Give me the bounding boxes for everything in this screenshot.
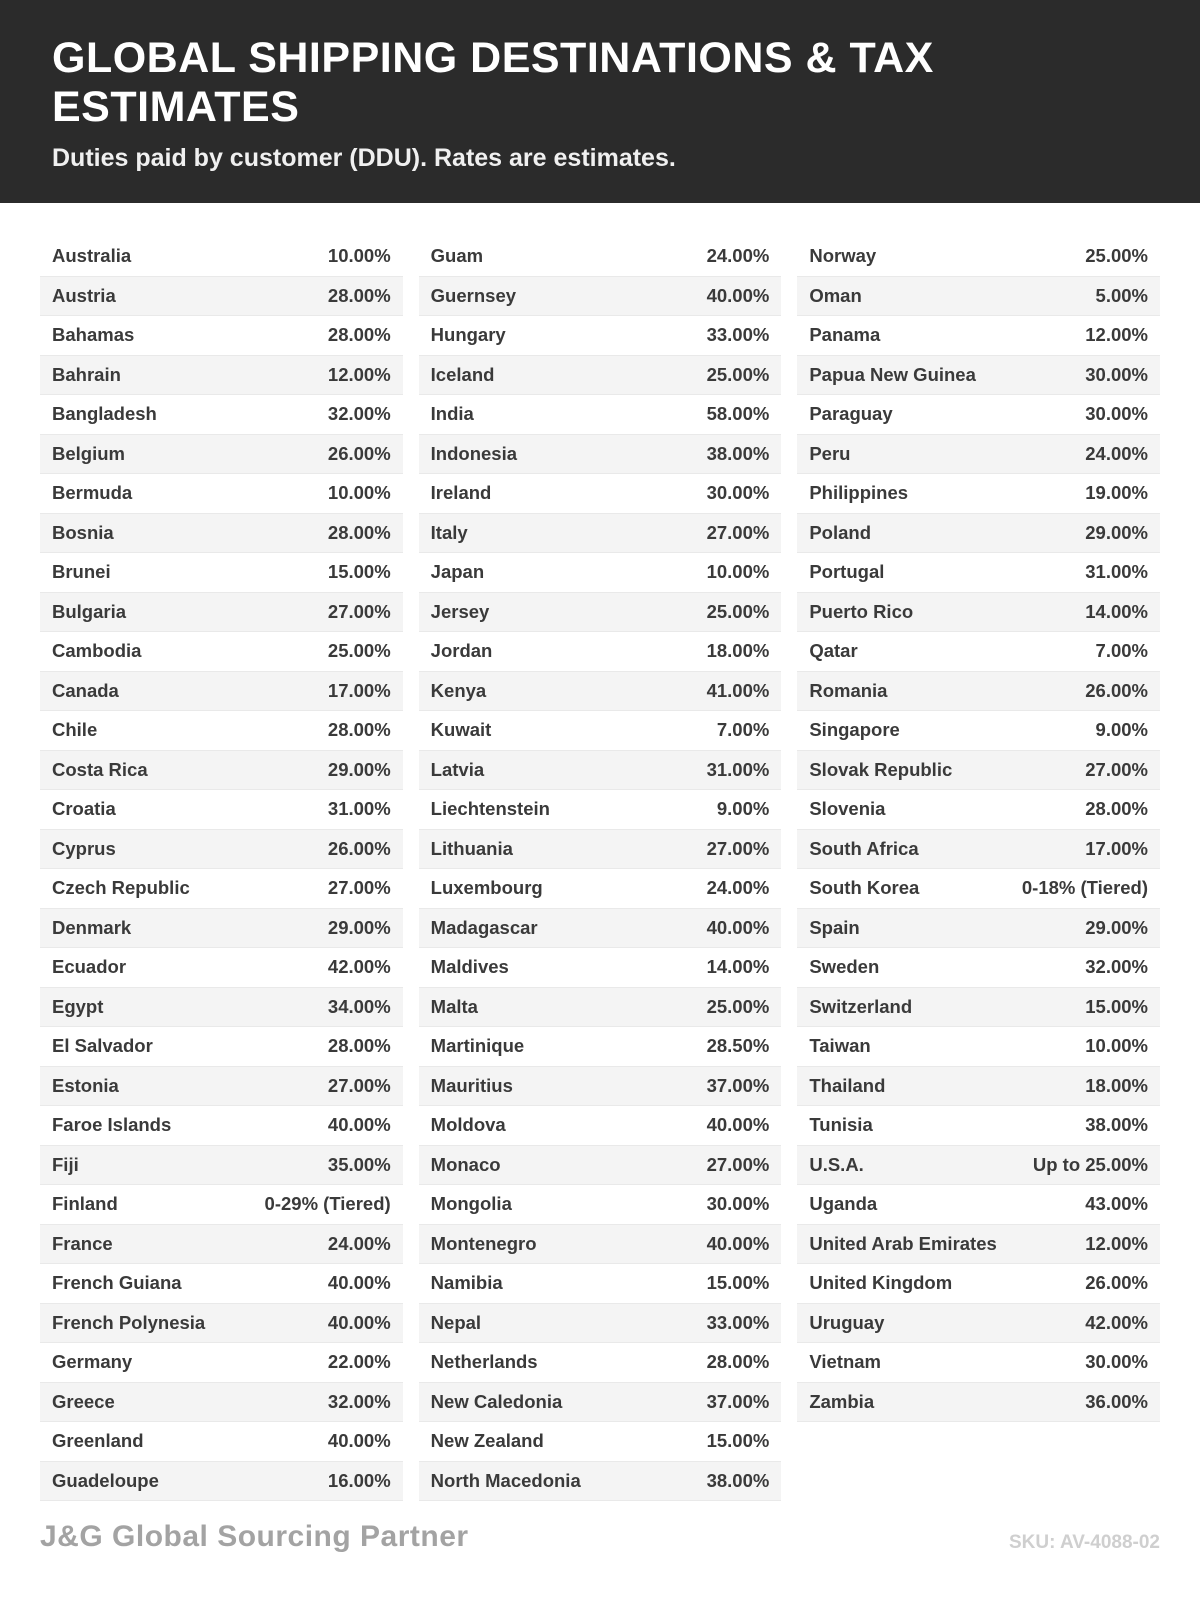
country-name: Spain <box>809 916 860 938</box>
tax-rate: 15.00% <box>327 561 391 583</box>
document-footer <box>0 1520 1200 1600</box>
table-row <box>797 751 1160 791</box>
country-name: El Salvador <box>52 1035 153 1057</box>
tax-rate: 12.00% <box>1085 1232 1149 1254</box>
tax-rate: Up to 25.00% <box>1032 1153 1149 1175</box>
country-name: Egypt <box>52 995 104 1017</box>
table-row <box>797 356 1160 396</box>
country-name: Bahamas <box>52 324 135 346</box>
tax-rate: 27.00% <box>1085 758 1149 780</box>
table-row <box>40 237 403 277</box>
table-row <box>419 672 782 712</box>
country-name: Fiji <box>52 1153 79 1175</box>
country-name: Malta <box>430 995 478 1017</box>
country-name: Uganda <box>809 1193 878 1215</box>
table-row <box>40 1383 403 1423</box>
table-row <box>40 474 403 514</box>
country-name: Mongolia <box>430 1193 512 1215</box>
table-row <box>797 632 1160 672</box>
country-name: Panama <box>809 324 881 346</box>
country-name: Kuwait <box>430 719 492 741</box>
country-name: Switzerland <box>809 995 913 1017</box>
tax-rate: 38.00% <box>1085 1114 1149 1136</box>
tax-rate: 30.00% <box>1085 1351 1149 1373</box>
tax-rate: 16.00% <box>327 1469 391 1491</box>
country-name: Bermuda <box>52 482 133 504</box>
brand-name: J&G Global Sourcing Partner <box>40 1520 469 1553</box>
country-name: Martinique <box>430 1035 525 1057</box>
tax-rate: 9.00% <box>1095 719 1149 741</box>
table-row <box>40 514 403 554</box>
country-name: Monaco <box>430 1153 501 1175</box>
tax-rate: 27.00% <box>706 1153 770 1175</box>
country-name: Finland <box>52 1193 118 1215</box>
country-name: South Korea <box>809 877 920 899</box>
country-name: Australia <box>52 245 132 267</box>
table-row <box>419 474 782 514</box>
tax-rate: 31.00% <box>1085 561 1149 583</box>
tax-rate: 15.00% <box>706 1272 770 1294</box>
table-row <box>797 316 1160 356</box>
tax-rate: 28.00% <box>327 521 391 543</box>
tax-rate: 25.00% <box>1085 245 1149 267</box>
country-name: Estonia <box>52 1074 119 1096</box>
table-row <box>419 632 782 672</box>
table-row <box>40 1027 403 1067</box>
tax-rate: 58.00% <box>706 403 770 425</box>
tax-rate: 42.00% <box>327 956 391 978</box>
rates-column-3 <box>797 237 1160 1422</box>
sku-label: SKU: AV-4088-02 <box>1008 1532 1160 1553</box>
table-row <box>40 593 403 633</box>
table-row <box>419 988 782 1028</box>
table-row <box>40 1422 403 1462</box>
tax-rate: 24.00% <box>706 877 770 899</box>
tax-rate: 40.00% <box>327 1311 391 1333</box>
tax-rate: 27.00% <box>706 837 770 859</box>
tax-rate: 25.00% <box>327 640 391 662</box>
table-row <box>40 395 403 435</box>
table-row <box>419 948 782 988</box>
table-row <box>419 1185 782 1225</box>
tax-rate: 25.00% <box>706 363 770 385</box>
country-name: Qatar <box>809 640 858 662</box>
table-row <box>40 435 403 475</box>
country-name: Germany <box>52 1351 133 1373</box>
table-row <box>797 474 1160 514</box>
table-row <box>797 1383 1160 1423</box>
tax-rate: 28.00% <box>327 1035 391 1057</box>
tax-rate: 40.00% <box>327 1430 391 1452</box>
country-name: Oman <box>809 284 862 306</box>
country-name: Tunisia <box>809 1114 873 1136</box>
table-row <box>40 751 403 791</box>
table-row <box>419 1422 782 1462</box>
country-name: Poland <box>809 521 872 543</box>
tax-rate: 18.00% <box>706 640 770 662</box>
country-name: Philippines <box>809 482 909 504</box>
tax-rate: 22.00% <box>327 1351 391 1373</box>
table-row <box>797 514 1160 554</box>
table-row <box>40 790 403 830</box>
table-row <box>419 237 782 277</box>
table-row <box>40 1106 403 1146</box>
tax-rate: 27.00% <box>327 1074 391 1096</box>
table-row <box>40 909 403 949</box>
table-row <box>797 1343 1160 1383</box>
country-name: Austria <box>52 284 116 306</box>
tax-rate: 25.00% <box>706 995 770 1017</box>
tax-rate: 40.00% <box>706 1232 770 1254</box>
country-name: Uruguay <box>809 1311 885 1333</box>
table-row <box>40 1185 403 1225</box>
table-row <box>797 395 1160 435</box>
tax-rate: 19.00% <box>1085 482 1149 504</box>
table-row <box>40 277 403 317</box>
country-name: Guadeloupe <box>52 1469 159 1491</box>
table-row <box>797 909 1160 949</box>
tax-rate: 38.00% <box>706 442 770 464</box>
tax-rate: 26.00% <box>327 442 391 464</box>
table-row <box>419 1462 782 1502</box>
table-row <box>40 316 403 356</box>
tax-rate: 24.00% <box>706 245 770 267</box>
table-row <box>797 948 1160 988</box>
table-row <box>797 1067 1160 1107</box>
tax-rate: 32.00% <box>327 403 391 425</box>
table-row <box>40 830 403 870</box>
table-row <box>797 1304 1160 1344</box>
tax-rate: 5.00% <box>1095 284 1149 306</box>
country-name: Thailand <box>809 1074 886 1096</box>
table-row <box>40 869 403 909</box>
table-row <box>419 1067 782 1107</box>
table-row <box>419 711 782 751</box>
table-row <box>797 277 1160 317</box>
tax-rate: 35.00% <box>327 1153 391 1175</box>
table-row <box>419 751 782 791</box>
table-row <box>797 869 1160 909</box>
table-row <box>797 672 1160 712</box>
table-row <box>419 830 782 870</box>
country-name: Czech Republic <box>52 877 190 899</box>
country-name: Cyprus <box>52 837 116 859</box>
tax-rate: 42.00% <box>1085 1311 1149 1333</box>
tax-rate: 7.00% <box>716 719 770 741</box>
country-name: French Guiana <box>52 1272 182 1294</box>
country-name: Indonesia <box>430 442 518 464</box>
tax-rate: 26.00% <box>1085 679 1149 701</box>
tax-rate: 30.00% <box>1085 363 1149 385</box>
table-row <box>797 711 1160 751</box>
table-row <box>797 988 1160 1028</box>
country-name: Romania <box>809 679 888 701</box>
tax-rate: 27.00% <box>327 877 391 899</box>
table-row <box>40 672 403 712</box>
country-name: Moldova <box>430 1114 506 1136</box>
tax-rate: 15.00% <box>1085 995 1149 1017</box>
tax-rate: 28.00% <box>327 284 391 306</box>
table-row <box>797 435 1160 475</box>
document-header <box>0 0 1200 203</box>
tax-rate: 29.00% <box>1085 916 1149 938</box>
country-name: Madagascar <box>430 916 538 938</box>
country-name: Sweden <box>809 956 880 978</box>
table-row <box>419 1264 782 1304</box>
country-name: Kenya <box>430 679 487 701</box>
tax-rate: 40.00% <box>706 916 770 938</box>
country-name: Liechtenstein <box>430 798 550 820</box>
country-name: Norway <box>809 245 877 267</box>
tax-rate: 10.00% <box>1085 1035 1149 1057</box>
country-name: Denmark <box>52 916 132 938</box>
table-row <box>419 1343 782 1383</box>
country-name: Namibia <box>430 1272 503 1294</box>
tax-rate: 36.00% <box>1085 1390 1149 1412</box>
table-row <box>797 1264 1160 1304</box>
table-row <box>419 316 782 356</box>
tax-rate: 12.00% <box>1085 324 1149 346</box>
tax-rate: 38.00% <box>706 1469 770 1491</box>
tax-rate: 10.00% <box>706 561 770 583</box>
tax-rate: 28.00% <box>327 324 391 346</box>
table-row <box>40 711 403 751</box>
country-name: Belgium <box>52 442 125 464</box>
country-name: South Africa <box>809 837 919 859</box>
country-name: Mauritius <box>430 1074 513 1096</box>
tax-rate: 41.00% <box>706 679 770 701</box>
tax-rate: 30.00% <box>706 1193 770 1215</box>
page-subtitle: Duties paid by customer (DDU). Rates are estimates. <box>52 144 676 172</box>
country-name: Jersey <box>430 600 490 622</box>
country-name: U.S.A. <box>809 1153 864 1175</box>
tax-rate: 18.00% <box>1085 1074 1149 1096</box>
tax-rate: 26.00% <box>1085 1272 1149 1294</box>
table-row <box>40 1225 403 1265</box>
table-row <box>419 277 782 317</box>
country-name: Ecuador <box>52 956 127 978</box>
country-name: Guam <box>430 245 484 267</box>
tax-rate: 34.00% <box>327 995 391 1017</box>
table-row <box>419 1383 782 1423</box>
country-name: Papua New Guinea <box>809 363 976 385</box>
tax-rate: 43.00% <box>1085 1193 1149 1215</box>
country-name: Montenegro <box>430 1232 537 1254</box>
country-name: Faroe Islands <box>52 1114 172 1136</box>
tax-rate: 32.00% <box>327 1390 391 1412</box>
country-name: Canada <box>52 679 119 701</box>
country-name: French Polynesia <box>52 1311 206 1333</box>
tax-rate: 12.00% <box>327 363 391 385</box>
table-row <box>40 988 403 1028</box>
table-row <box>797 553 1160 593</box>
country-name: United Arab Emirates <box>809 1232 997 1254</box>
tax-rate: 29.00% <box>327 758 391 780</box>
tax-rate: 40.00% <box>706 284 770 306</box>
table-row <box>419 909 782 949</box>
country-name: Nepal <box>430 1311 482 1333</box>
rates-column-1 <box>40 237 403 1501</box>
page-title: GLOBAL SHIPPING DESTINATIONS & TAX ESTIMATES <box>52 34 934 131</box>
country-name: Lithuania <box>430 837 513 859</box>
rates-column-2 <box>419 237 782 1501</box>
tax-rate: 37.00% <box>706 1074 770 1096</box>
table-row <box>40 1264 403 1304</box>
table-row <box>797 237 1160 277</box>
tax-rate: 26.00% <box>327 837 391 859</box>
country-name: Singapore <box>809 719 900 741</box>
rates-table <box>0 203 1200 1520</box>
tax-rate: 17.00% <box>327 679 391 701</box>
table-row <box>797 1027 1160 1067</box>
table-row <box>419 869 782 909</box>
table-row <box>419 1027 782 1067</box>
tax-rate: 0-18% (Tiered) <box>1021 877 1149 899</box>
country-name: Zambia <box>809 1390 875 1412</box>
table-row <box>797 830 1160 870</box>
table-row <box>419 593 782 633</box>
table-row <box>797 790 1160 830</box>
country-name: France <box>52 1232 113 1254</box>
country-name: Iceland <box>430 363 495 385</box>
tax-rate: 40.00% <box>327 1272 391 1294</box>
country-name: Guernsey <box>430 284 517 306</box>
table-row <box>40 1343 403 1383</box>
country-name: Cambodia <box>52 640 142 662</box>
table-row <box>419 356 782 396</box>
table-row <box>40 1304 403 1344</box>
tax-rate: 31.00% <box>327 798 391 820</box>
table-row <box>419 1304 782 1344</box>
country-name: Japan <box>430 561 485 583</box>
tax-rate: 17.00% <box>1085 837 1149 859</box>
tax-rate: 15.00% <box>706 1430 770 1452</box>
country-name: Ireland <box>430 482 492 504</box>
table-row <box>419 395 782 435</box>
country-name: Italy <box>430 521 468 543</box>
tax-rate: 10.00% <box>327 245 391 267</box>
tax-rate: 25.00% <box>706 600 770 622</box>
country-name: Paraguay <box>809 403 893 425</box>
country-name: Chile <box>52 719 98 741</box>
tax-rate: 32.00% <box>1085 956 1149 978</box>
country-name: Vietnam <box>809 1351 881 1373</box>
tax-rate: 40.00% <box>706 1114 770 1136</box>
country-name: Portugal <box>809 561 885 583</box>
table-row <box>797 1185 1160 1225</box>
country-name: India <box>430 403 474 425</box>
tax-rate: 30.00% <box>706 482 770 504</box>
table-row <box>797 1225 1160 1265</box>
country-name: New Zealand <box>430 1430 544 1452</box>
country-name: North Macedonia <box>430 1469 581 1491</box>
tax-rate: 9.00% <box>716 798 770 820</box>
tax-rate: 28.00% <box>327 719 391 741</box>
table-row <box>40 1146 403 1186</box>
country-name: Bulgaria <box>52 600 127 622</box>
table-row <box>797 1106 1160 1146</box>
tax-rate: 14.00% <box>706 956 770 978</box>
tax-rate: 29.00% <box>327 916 391 938</box>
table-row <box>40 948 403 988</box>
tax-rate: 28.50% <box>706 1035 770 1057</box>
tax-rate: 28.00% <box>1085 798 1149 820</box>
tax-rate: 27.00% <box>327 600 391 622</box>
country-name: Hungary <box>430 324 506 346</box>
country-name: Croatia <box>52 798 116 820</box>
table-row <box>40 632 403 672</box>
tax-rate: 30.00% <box>1085 403 1149 425</box>
tax-rate: 31.00% <box>706 758 770 780</box>
table-row <box>419 1225 782 1265</box>
tax-rate: 29.00% <box>1085 521 1149 543</box>
tax-rate: 40.00% <box>327 1114 391 1136</box>
country-name: New Caledonia <box>430 1390 563 1412</box>
country-name: Bosnia <box>52 521 114 543</box>
tax-rate: 10.00% <box>327 482 391 504</box>
tax-rate: 28.00% <box>706 1351 770 1373</box>
tax-rate: 0-29% (Tiered) <box>264 1193 391 1215</box>
country-name: Bangladesh <box>52 403 157 425</box>
table-row <box>40 553 403 593</box>
country-name: Bahrain <box>52 363 121 385</box>
tax-rate: 33.00% <box>706 1311 770 1333</box>
country-name: Luxembourg <box>430 877 543 899</box>
country-name: Maldives <box>430 956 509 978</box>
tax-rate: 24.00% <box>1085 442 1149 464</box>
table-row <box>419 435 782 475</box>
table-row <box>797 1146 1160 1186</box>
tax-rate: 27.00% <box>706 521 770 543</box>
tax-rate: 33.00% <box>706 324 770 346</box>
tax-rate: 7.00% <box>1095 640 1149 662</box>
table-row <box>419 1106 782 1146</box>
tax-rate: 14.00% <box>1085 600 1149 622</box>
country-name: Slovak Republic <box>809 758 953 780</box>
country-name: Greece <box>52 1390 115 1412</box>
table-row <box>419 553 782 593</box>
table-row <box>797 593 1160 633</box>
table-row <box>40 356 403 396</box>
country-name: Jordan <box>430 640 493 662</box>
country-name: Greenland <box>52 1430 144 1452</box>
country-name: Brunei <box>52 561 111 583</box>
table-row <box>419 1146 782 1186</box>
tax-rate: 24.00% <box>327 1232 391 1254</box>
tax-rate: 37.00% <box>706 1390 770 1412</box>
table-row <box>40 1462 403 1502</box>
table-row <box>419 790 782 830</box>
country-name: Puerto Rico <box>809 600 914 622</box>
table-row <box>419 514 782 554</box>
country-name: Costa Rica <box>52 758 148 780</box>
table-row <box>40 1067 403 1107</box>
country-name: Netherlands <box>430 1351 538 1373</box>
country-name: Latvia <box>430 758 485 780</box>
country-name: Taiwan <box>809 1035 871 1057</box>
country-name: Slovenia <box>809 798 886 820</box>
country-name: United Kingdom <box>809 1272 953 1294</box>
country-name: Peru <box>809 442 851 464</box>
